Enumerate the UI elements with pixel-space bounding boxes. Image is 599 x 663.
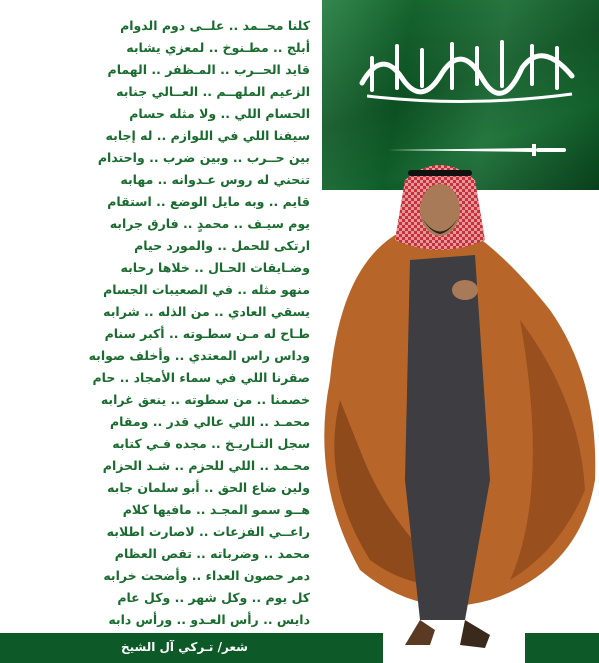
poem-line: يوم سيـف .. محمدٍ .. فارق جرابه — [109, 216, 310, 231]
poem-line: دمر حصون العداء .. وأضحت خرابه — [103, 568, 310, 583]
poem-line: كلنا محــمد .. علــى دوم الدوام — [120, 18, 310, 33]
shahada-calligraphy — [352, 28, 582, 108]
poem-line: ارتكى للحمل .. والمورد حيام — [134, 238, 310, 253]
footer-bar-right — [525, 633, 599, 663]
poem-line: قايد الحــرب .. المـظفر .. الهمام — [107, 62, 310, 77]
poem-line: محـمد .. اللي للحزم .. شـد الحزام — [102, 458, 310, 473]
poem-line: وضـايقات الحـال .. خلاها رحابه — [120, 260, 310, 275]
poem-line: سيفنا اللي في اللوازم .. له إجابه — [105, 128, 310, 143]
poem-line: تنحني له روس عـدوانه .. مهابه — [120, 172, 310, 187]
poem-line: قايم .. وبه مايل الوضع .. استقام — [107, 194, 310, 209]
poem-line: يسقي العادي .. من الذله .. شرابه — [103, 304, 310, 319]
poem-line: وداس راس المعتدي .. وأخلف صوابه — [88, 348, 310, 363]
footer-bar — [0, 633, 383, 663]
poem-line: محمد .. وضرباته .. تقص العظام — [114, 546, 310, 561]
poem-line: سجل التـاريـخ .. مجده فـي كتابه — [112, 436, 310, 451]
poem-line: الزعيم الملهــم .. العــالي جنابه — [116, 84, 310, 99]
poem-line: طـاح له مـن سطـوته .. أكبر سنام — [104, 326, 310, 341]
poem-line: محمـد .. اللي عالي قدر .. ومقام — [110, 414, 310, 429]
poem-line: بين حــرب .. وبين ضرب .. واحتدام — [97, 150, 310, 165]
poem-line: الحسام اللي .. ولا مثله حسام — [129, 106, 310, 121]
poem-line: صقرنا اللي في سماء الأمجاد .. حام — [92, 370, 310, 385]
poem-line: منهو مثله .. في الصعيبات الجسام — [103, 282, 310, 297]
portrait-figure — [300, 150, 599, 650]
poem-line: خصمنا .. من سطوته .. ينعق غرابه — [100, 392, 310, 407]
poem-line: أبلج .. مطـنوخ .. لمعزي يشابه — [126, 40, 310, 55]
poem-line: ولين ضاع الحق .. أبو سلمان جابه — [107, 480, 310, 495]
poem-line: راعــي الفزعات .. لاصارت اطلابه — [106, 524, 310, 539]
poem-line: دايس .. رأس العـدو .. ورأس دابه — [108, 612, 310, 627]
poet-credit: شعر/ تـركي آل الشيخ — [120, 640, 248, 654]
poem-line: كل يوم .. وكل شهر .. وكل عام — [117, 590, 310, 605]
poem-line: هــو سمو المجـد .. مافيها كلام — [122, 502, 310, 517]
